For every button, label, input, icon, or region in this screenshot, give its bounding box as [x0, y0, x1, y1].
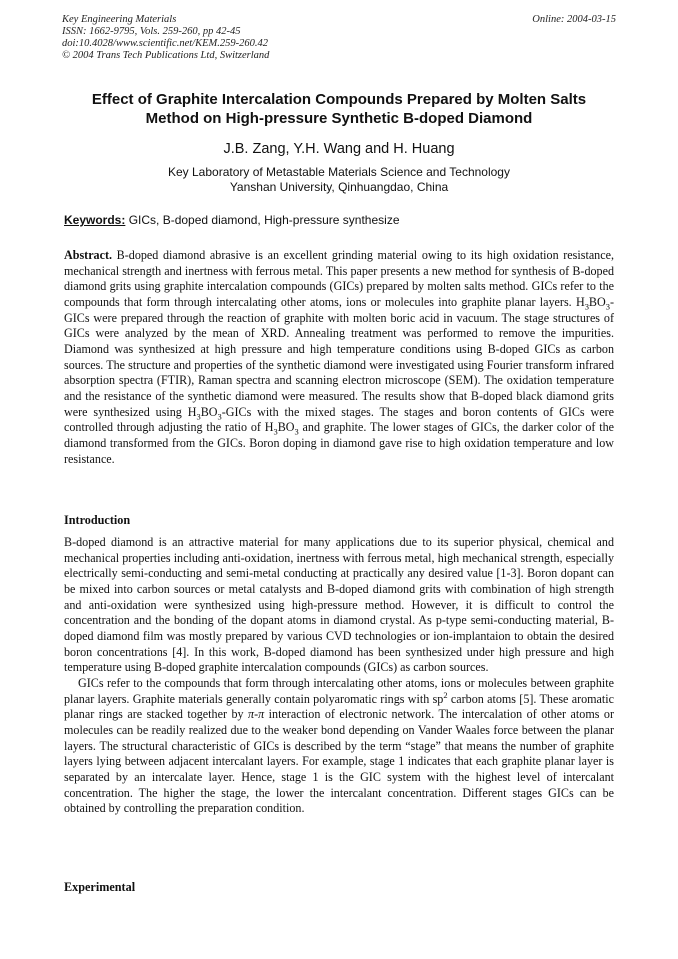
- abstract: [64, 248, 614, 467]
- pi-dash: -: [254, 707, 259, 722]
- affiliation-line-2: Yanshan University, Qinhuangdao, China: [229, 179, 449, 194]
- abstract-label: Abstract.: [64, 248, 113, 262]
- online-date: Online: 2004-03-15: [532, 14, 616, 25]
- abstract-text-4: BO: [200, 404, 218, 419]
- affiliation-line-1: Key Laboratory of Metastable Materials Science and Technology: [168, 165, 510, 179]
- keywords-label: Keywords:: [64, 213, 126, 227]
- doi-line[interactable]: doi:10.4028/www.scientific.net/KEM.259-260.42: [62, 38, 268, 49]
- affiliation: [40, 165, 638, 194]
- intro-p2-text-a: GICs refer to the compounds that form through intercalating other atoms, ions or molecules between graphite planar layers. Graphite materials generally contain polyaromatic rings with sp: [64, 675, 614, 706]
- title-line-2: Method on High-pressure Synthetic B-doped Diamond: [145, 110, 533, 127]
- abstract-sub-2: 3: [605, 301, 610, 312]
- pi-symbol-2: π: [258, 707, 265, 722]
- journal-header: [62, 14, 616, 62]
- abstract-sub-6: 3: [294, 426, 299, 437]
- abstract-text-7: and graphite. The lower stages of GICs, the darker color of the diamond transformed from the GICs. Boron doping in diamond gave rise to high oxidation temperature and low resistance.: [64, 420, 614, 466]
- intro-p2-text-b: carbon atoms [5]. These aromatic planar rings are stacked together by: [64, 691, 615, 722]
- title-line-1: Effect of Graphite Intercalation Compounds Prepared by Molten Salts: [91, 91, 587, 108]
- abstract-text-5: -GICs with the mixed stages. The stages and boron contents of GICs were controlled through adjusting the ratio of H: [64, 404, 614, 435]
- issn-line: ISSN: 1662-9795, Vols. 259-260, pp 42-45: [62, 26, 241, 37]
- intro-paragraph-2: [64, 676, 614, 817]
- introduction-body: [64, 535, 614, 817]
- intro-paragraph-1: B-doped diamond is an attractive material for many applications due to its superior physical, chemical and mechanical properties including anti-oxidation, inertness with ferrous metal, high mechanical strength, especially electrically semi-conducting and semi-metal conducting at practically any desired value [1-3]. Boron dopant can be mixed into carbon sources or metal catalysts and B-doped diamond grits with combination of high strength and anti-oxidation were synthesized using high-pressure method. However, it is difficult to control the concentration and the bonding of the dopant atoms in diamond crystal. As p-type semi-conducting material, B-doped diamond film was mostly prepared by various CVD technologies or ion-implantaion to obtain the desired boron concentrations [4]. In this work, B-doped diamond has been synthesized under high pressure and high temperature using B-doped graphite intercalation compounds (GICs) as carbon sources.: [64, 535, 614, 675]
- keywords: [64, 213, 614, 228]
- abstract-sub-3: 3: [196, 410, 201, 421]
- pi-symbol-1: π: [248, 707, 255, 722]
- abstract-sub-1: 3: [584, 301, 589, 312]
- authors: J.B. Zang, Y.H. Wang and H. Huang: [223, 141, 455, 157]
- experimental-heading: Experimental: [64, 880, 136, 894]
- abstract-text-2: BO: [588, 294, 606, 309]
- journal-name: Key Engineering Materials: [62, 14, 177, 25]
- paper-title: [40, 90, 638, 128]
- abstract-text-3: -GICs were prepared through the reaction of graphite with molten boric acid in vacuum. The stage structures of GICs were analyzed by the mean of XRD. Annealing treatment was performed to remove the impurities. Diamond was synthesized at high pressure and high temperature conditions using B-doped GICs as carbon sources. The structure and properties of the synthetic diamond were investigated using Fourier transform infrared absorption spectra (FTIR), Raman spectra and scanning electron microscope (SEM). The oxidation temperature and the resistance of the synthetic diamond were measured. The results show that B-doped black diamond grits were synthesized using H: [64, 294, 614, 419]
- introduction-heading: Introduction: [64, 513, 131, 527]
- intro-p2-text-c: interaction of electronic network. The intercalation of other atoms or molecules can be readily realized due to the weaker bond depending on Vander Waales force between the planar layers. The structural characteristic of GICs is described by the term “stage” that means the number of graphite layers lying between adjacent intercalant layers. For example, stage 1 indicates that each graphite planar layer is separated by an intercalate layer. Hence, stage 1 is the GIC system with the highest level of intercalant concentration. The higher the stage, the lower the intercalant concentration. Different stages GICs can be obtained by controlling the preparation condition.: [64, 707, 614, 816]
- abstract-text-1: B-doped diamond abrasive is an excellent grinding material owing to its high oxidation resistance, mechanical strength and inertness with ferrous metal. This paper presents a new method for synthesis of B-doped diamond grits using graphite intercalation compounds (GICs) prepared by molten salts method. GICs refer to the compounds that form through intercalating other atoms, ions or molecules into graphite planar layers. H: [64, 248, 614, 309]
- intro-p2-sup: 2: [443, 689, 448, 700]
- abstract-text-6: BO: [277, 420, 295, 435]
- keywords-text: GICs, B-doped diamond, High-pressure synthesize: [125, 213, 400, 227]
- abstract-sub-4: 3: [217, 410, 222, 421]
- copyright-line: © 2004 Trans Tech Publications Ltd, Switzerland: [62, 50, 270, 61]
- abstract-sub-5: 3: [273, 426, 278, 437]
